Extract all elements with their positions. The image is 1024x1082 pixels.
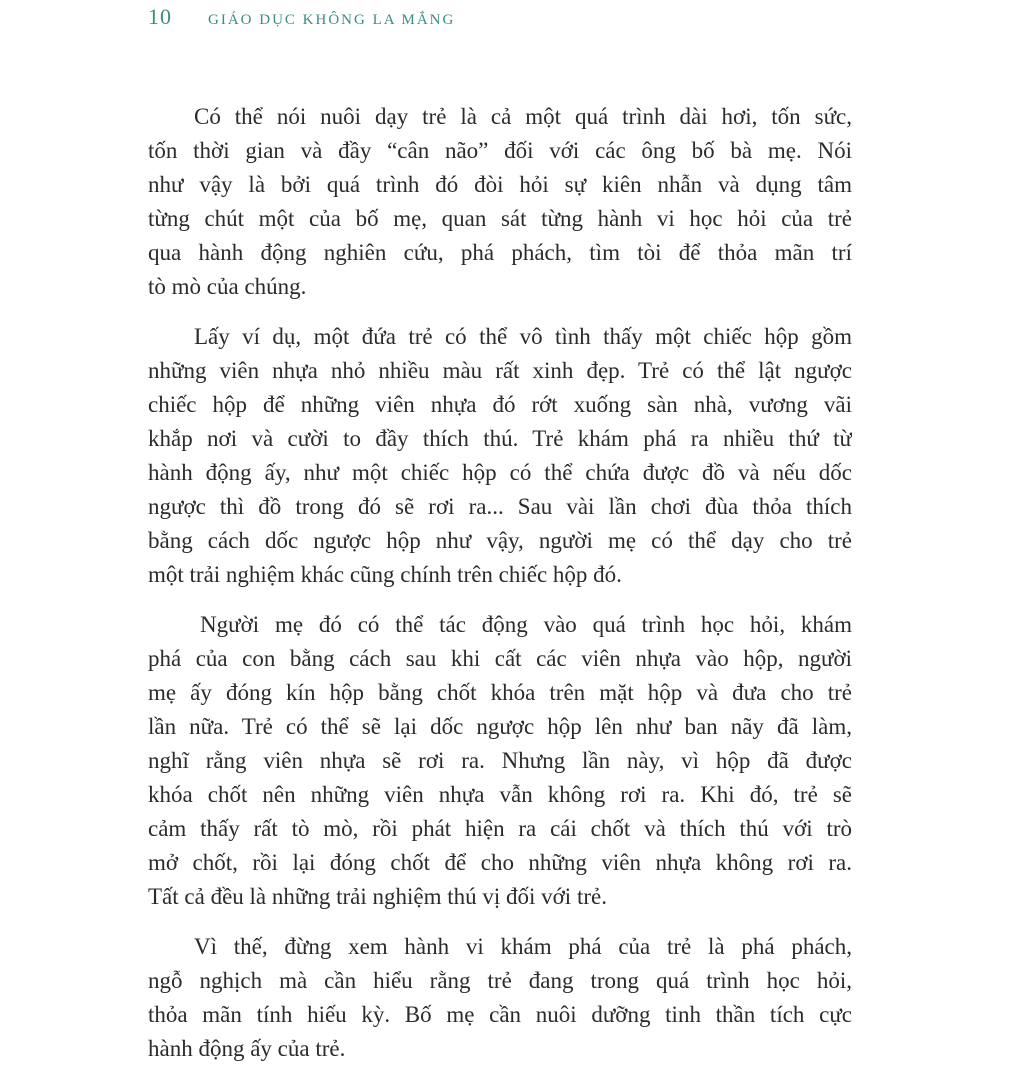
text-line: hành động ấy, như một chiếc hộp có thể chứa được đồ và nếu dốc <box>148 460 852 485</box>
text-line: bằng cách dốc ngược hộp như vậy, người mẹ có thể dạy cho trẻ <box>148 528 852 553</box>
text-line: hành động ấy của trẻ. <box>148 1036 346 1061</box>
text-line: Có thể nói nuôi dạy trẻ là cả một quá trình dài hơi, tốn sức, <box>194 104 852 129</box>
text-line: như vậy là bởi quá trình đó đòi hỏi sự kiên nhẫn và dụng tâm <box>148 172 852 197</box>
text-line: qua hành động nghiên cứu, phá phách, tìm tòi để thỏa mãn trí <box>148 240 852 265</box>
text-line: Tất cả đều là những trải nghiệm thú vị đối với trẻ. <box>148 884 607 909</box>
text-line: mở chốt, rồi lại đóng chốt để cho những viên nhựa không rơi ra. <box>148 850 852 875</box>
book-title: GIÁO DỤC KHÔNG LA MẮNG <box>208 12 456 28</box>
text-line: ngược thì đồ trong đó sẽ rơi ra... Sau vài lần chơi đùa thỏa thích <box>148 494 852 519</box>
text-line: khắp nơi và cười to đầy thích thú. Trẻ khám phá ra nhiều thứ từ <box>148 426 852 451</box>
text-line: lần nữa. Trẻ có thể sẽ lại dốc ngược hộp lên như ban nãy đã làm, <box>148 714 852 739</box>
text-line: cảm thấy rất tò mò, rồi phát hiện ra cái chốt và thích thú với trò <box>148 816 852 841</box>
paragraph-3 <box>148 608 852 914</box>
text-line: tốn thời gian và đầy “cân não” đối với các ông bố bà mẹ. Nói <box>148 138 852 163</box>
paragraph-4 <box>148 930 852 1066</box>
text-line: Người mẹ đó có thể tác động vào quá trình học hỏi, khám <box>200 612 852 637</box>
text-line: nghĩ rằng viên nhựa sẽ rơi ra. Nhưng lần này, vì hộp đã được <box>148 748 852 773</box>
text-line: từng chút một của bố mẹ, quan sát từng hành vi học hỏi của trẻ <box>148 206 852 231</box>
text-line: Lấy ví dụ, một đứa trẻ có thể vô tình thấy một chiếc hộp gồm <box>194 324 852 349</box>
page-number: 10 <box>148 4 172 29</box>
text-line: những viên nhựa nhỏ nhiều màu rất xinh đẹp. Trẻ có thể lật ngược <box>148 358 852 383</box>
text-line: tò mò của chúng. <box>148 274 307 299</box>
text-line: mẹ ấy đóng kín hộp bằng chốt khóa trên mặt hộp và đưa cho trẻ <box>148 680 852 705</box>
running-header <box>148 4 455 30</box>
text-line: một trải nghiệm khác cũng chính trên chiếc hộp đó. <box>148 562 622 587</box>
text-line: chiếc hộp để những viên nhựa đó rớt xuống sàn nhà, vương vãi <box>148 392 852 417</box>
paragraph-1 <box>148 100 852 304</box>
text-line: khóa chốt nên những viên nhựa vẫn không rơi ra. Khi đó, trẻ sẽ <box>148 782 852 807</box>
body-text <box>148 100 852 1082</box>
text-line: phá của con bằng cách sau khi cất các viên nhựa vào hộp, người <box>148 646 852 671</box>
text-line: Vì thế, đừng xem hành vi khám phá của trẻ là phá phách, <box>194 934 852 959</box>
text-line: thỏa mãn tính hiếu kỳ. Bố mẹ cần nuôi dưỡng tinh thần tích cực <box>148 1002 852 1027</box>
text-line: ngỗ nghịch mà cần hiểu rằng trẻ đang trong quá trình học hỏi, <box>148 968 852 993</box>
paragraph-2 <box>148 320 852 592</box>
